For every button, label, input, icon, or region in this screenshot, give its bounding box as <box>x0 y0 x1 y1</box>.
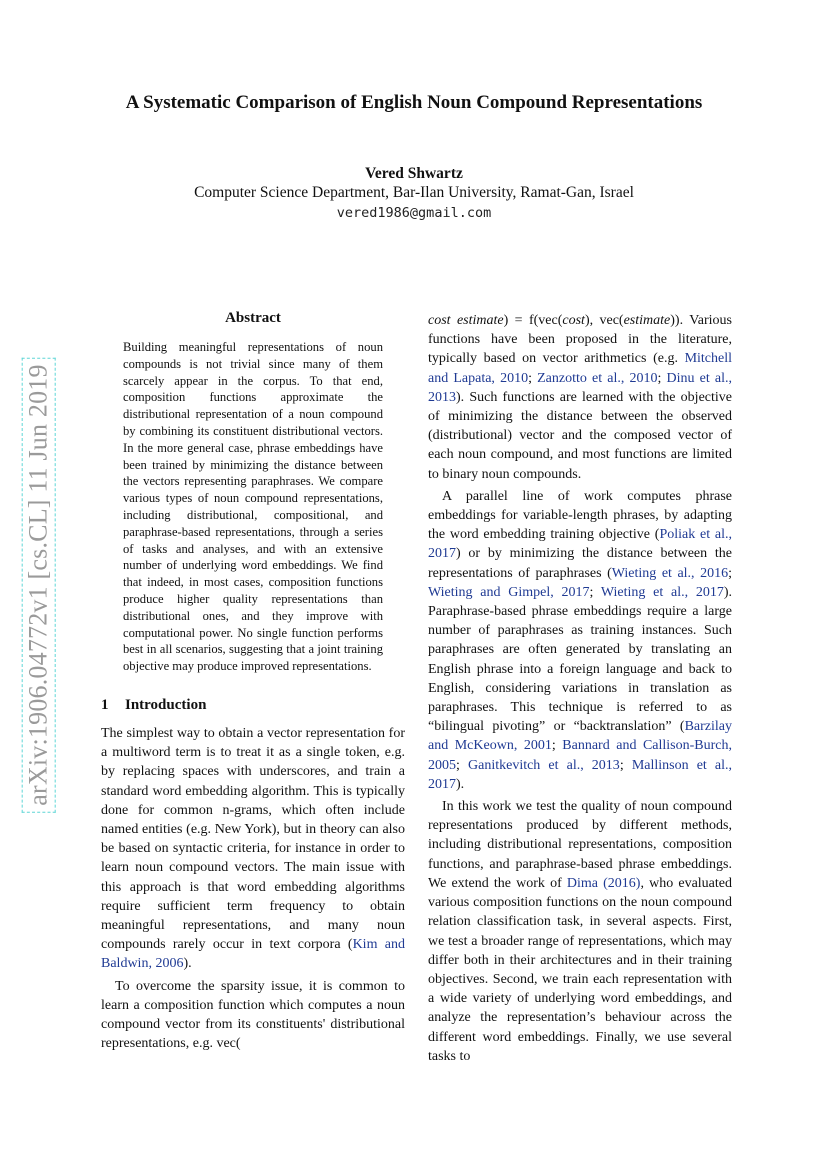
citation-link[interactable]: Ganitkevitch et al., 2013 <box>468 757 620 773</box>
section-title: Introduction <box>125 696 207 713</box>
citation-link[interactable]: Kim and Baldwin, 2006 <box>101 937 405 972</box>
citation-link[interactable]: Wieting et al., 2017 <box>600 584 724 600</box>
text-run: ; <box>728 565 732 581</box>
text-run: ) = f(vec( <box>503 313 563 328</box>
abstract-text: Building meaningful representations of noun compounds is not trivial since many of them scarcely appear in the corpus. To that end, composition functions approximate the distributional representation of a noun compound by combining its constituent distributional vectors. In the more general case, phrase embeddings have been trained by minimizing the distance between the vectors representing paraphrases. We compare various types of noun compound representations, including distributional, compositional, and paraphrase-based representations, through a series of tasks and analyses, and with an extensive number of underlying word embeddings. We find that indeed, in most cases, composition functions produce higher quality representations than distributional ones, and they improve with computational power. No single function performs best in all scenarios, suggesting that a joint training objective may produce improved representations. <box>123 340 383 674</box>
citation-link[interactable]: Mallinson et al., 2017 <box>428 757 732 792</box>
text-run: ; <box>657 370 667 386</box>
arxiv-identifier[interactable]: arXiv:1906.04772v1 [cs.CL] 11 Jun 2019 <box>22 357 56 812</box>
text-run: , who evaluated various composition functions on the noun compound relation classification task, in several aspects. First, we test a broader range of representations, which may differ both in their architectures and in their training objectives. Second, we train each representation with a wide variety of underlying word embeddings, and analyze the representation’s behaviour across the different word embeddings. Finally, we use several tasks to <box>428 875 732 1064</box>
text-run: ; <box>589 584 601 600</box>
author-name: Vered Shwartz <box>365 165 463 182</box>
left-column <box>101 310 405 1053</box>
citation-link[interactable]: Dinu et al., 2013 <box>428 370 733 405</box>
text-run: ; <box>528 370 538 386</box>
citation-link[interactable]: Dima (2016) <box>566 875 641 891</box>
intro-paragraph-2 <box>101 977 405 1054</box>
text-run: In this work we test the quality of noun compound representations produced by different methods, including distributional representations, composition functions, and paraphrase-based phrase embeddings. We extend the work of <box>428 799 732 891</box>
section-heading-introduction <box>101 697 405 714</box>
citation-link[interactable]: Poliak et al., 2017 <box>428 527 732 562</box>
paper-title: A Systematic Comparison of English Noun Compound Representations <box>125 92 703 113</box>
right-column <box>428 310 732 1066</box>
intro-paragraph-2-continued <box>428 311 732 484</box>
text-run: To overcome the sparsity issue, it is common to learn a composition function which computes a noun compound vector from its constituents' distributional representations, e.g. vec( <box>101 978 405 1052</box>
citation-link[interactable]: Mitchell and Lapata, 2010 <box>428 351 732 386</box>
citation-link[interactable]: Wieting and Gimpel, 2017 <box>428 584 590 600</box>
intro-paragraph-3 <box>428 487 732 794</box>
intro-paragraph-4 <box>428 797 732 1066</box>
author-affiliation: Computer Science Department, Bar-Ilan University, Ramat-Gan, Israel <box>194 184 634 201</box>
citation-link[interactable]: Zanzotto et al., 2010 <box>537 370 658 386</box>
italic-term: estimate <box>623 313 671 328</box>
text-run: )). Various functions have been proposed in the literature, typically based on vector arithmetics (e.g. <box>428 313 732 367</box>
arxiv-stamp <box>22 335 56 835</box>
citation-link[interactable]: Wieting et al., 2016 <box>611 565 729 581</box>
text-run: ). <box>456 776 465 792</box>
italic-term: cost <box>562 313 585 328</box>
abstract-heading: Abstract <box>225 310 281 326</box>
citation-link[interactable]: Barzilay and McKeown, 2001 <box>428 719 732 754</box>
text-run: ). Paraphrase-based phrase embeddings require a large number of paraphrases as training instances. Such paraphrases are often generated by translating an English phrase into a foreign language and back to English, considering variations in translation as paraphrases. This technique is referred to as “bilingual pivoting” or “backtranslation” ( <box>428 584 732 735</box>
text-run: ; <box>619 757 632 773</box>
text-run: The simplest way to obtain a vector representation for a multiword term is to treat it as a single token, e.g. by replacing spaces with underscores, and train a standard word embedding algorithm. This is typically done for common n-grams, which often include named entities (e.g. New York), but in theory can also be based on syntactic criteria, for instance in order to learn noun compound vectors. The main issue with this approach is that word embedding algorithms require sufficient term frequency to obtain meaningful representations, and many noun compounds rarely occur in text corpora ( <box>101 725 405 953</box>
text-run: A parallel line of work computes phrase embeddings for variable-length phrases, by adapting the word embedding training objective ( <box>428 488 732 543</box>
intro-paragraph-1 <box>101 724 405 974</box>
author-email: vered1986@gmail.com <box>336 205 492 221</box>
text-run: ), vec( <box>584 313 624 328</box>
text-run: ) or by minimizing the distance between the representations of paraphrases ( <box>428 546 732 581</box>
citation-link[interactable]: Bannard and Callison-Burch, 2005 <box>428 738 733 773</box>
italic-term: cost estimate <box>428 313 504 328</box>
section-number: 1 <box>101 696 109 713</box>
text-run: ). <box>183 956 192 972</box>
text-run: ; <box>551 738 563 754</box>
text-run: ). Such functions are learned with the objective of minimizing the distance between the observed (distributional) vector and the composed vector of each noun compound, and most functions are limited to binary noun compounds. <box>428 389 732 482</box>
text-run: ; <box>456 757 468 773</box>
